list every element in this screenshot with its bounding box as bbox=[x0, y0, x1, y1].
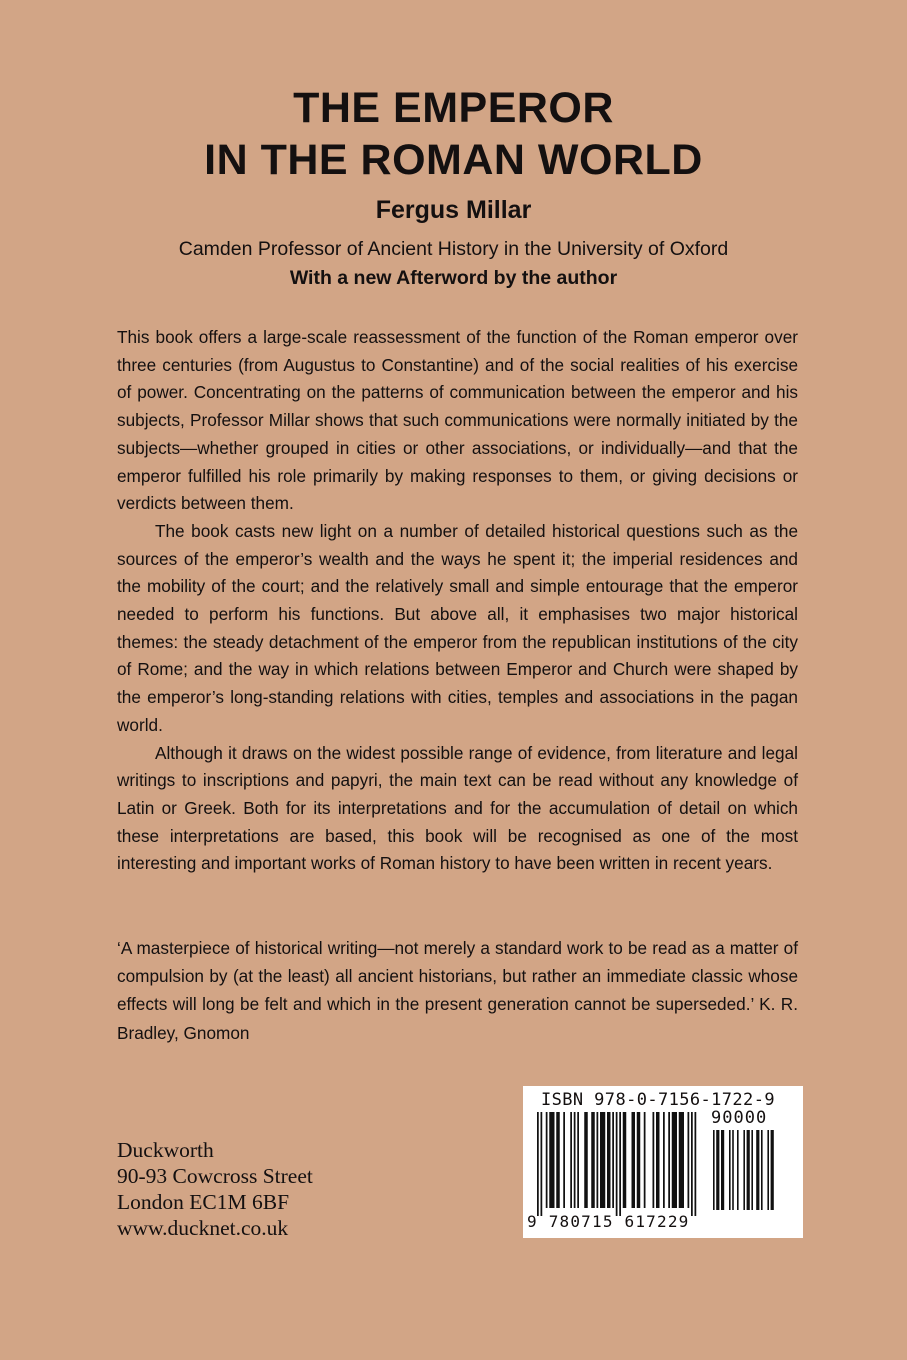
author-name: Fergus Millar bbox=[375, 196, 532, 224]
publisher-street: 90-93 Cowcross Street bbox=[117, 1164, 313, 1188]
ean-digits bbox=[527, 1212, 690, 1231]
author-affiliation: Camden Professor of Ancient History in the University of Oxford bbox=[178, 238, 729, 260]
isbn-number: ISBN 978-0-7156-1722-9 bbox=[541, 1090, 775, 1110]
blurb-paragraph-1: This book offers a large-scale reassessment of the function of the Roman emperor over three centuries (from Augustus to Constantine) and of the social realities of his exercise of power. Concentrating on the patterns of communication between the emperor and his subjects, Professor Millar shows that such communications were normally initiated by the subjects—whether grouped in cities or other associations, or individually—and that the emperor fulfilled his role primarily by making responses to them, or giving decisions or verdicts between them. bbox=[117, 327, 798, 514]
ean-first-digit: 9 bbox=[527, 1212, 538, 1231]
publisher-city: London EC1M 6BF bbox=[117, 1190, 290, 1214]
blurb-paragraph-3: Although it draws on the widest possible range of evidence, from literature and legal writings to inscriptions and papyri, the main text can be read without any knowledge of Latin or Greek. Both for its interpretations and for the accumulation of detail on which these interpretations are based, this book will be recognised as one of the most interesting and important works of Roman history to have been written in recent years. bbox=[117, 742, 798, 874]
blurb bbox=[117, 324, 798, 878]
publisher-name: Duckworth bbox=[117, 1138, 214, 1162]
title-line-2: IN THE ROMAN WORLD bbox=[204, 136, 703, 184]
publisher-address bbox=[117, 1137, 313, 1241]
ean-barcode-bars bbox=[535, 1112, 705, 1216]
title-line-1: THE EMPEROR bbox=[293, 84, 614, 132]
afterword-note: With a new Afterword by the author bbox=[289, 267, 618, 289]
price-code: 90000 bbox=[711, 1108, 768, 1128]
review-quote: ‘A masterpiece of historical writing—not merely a standard work to be read as a matter of compulsion by (at the least) all ancient historians, but rather an immediate classic whose effects will long be felt and which in the present generation cannot be superseded.’ K. R. Bradley, Gnomon bbox=[117, 938, 798, 1043]
isbn-barcode bbox=[523, 1086, 803, 1238]
blurb-paragraph-2: The book casts new light on a number of detailed historical questions such as the sources of the emperor’s wealth and the ways he spent it; the imperial residences and the mobility of the court; and the relatively small and simple entourage that the emperor needed to perform his functions. But above all, it emphasises two major historical themes: the steady detachment of the emperor from the republican institutions of the city of Rome; and the way in which relations between Emperor and Church were shaped by the emperor’s long-standing relations with cities, temples and associations in the pagan world. bbox=[117, 520, 798, 735]
publisher-website: www.ducknet.co.uk bbox=[117, 1216, 289, 1240]
book-title bbox=[0, 82, 907, 186]
addon-barcode-bars bbox=[711, 1130, 789, 1216]
ean-remaining-digits: 780715 617229 bbox=[548, 1212, 690, 1231]
